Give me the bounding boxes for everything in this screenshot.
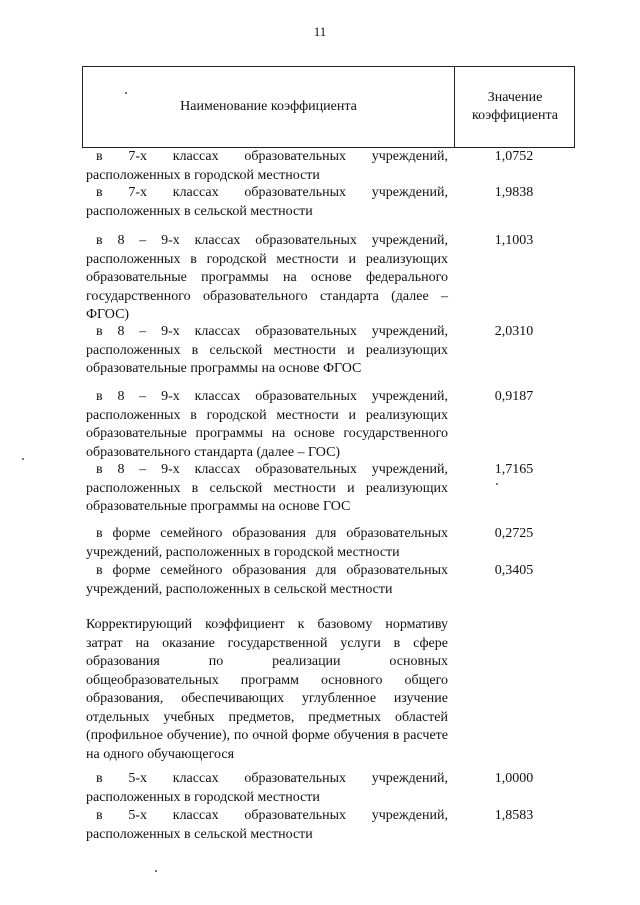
scan-speck: [155, 870, 157, 872]
row-value: 0,2725: [494, 526, 534, 541]
row-value: 0,9187: [494, 389, 534, 404]
row-value: 0,3405: [494, 563, 534, 578]
scan-speck: [22, 458, 24, 460]
row-value: 2,0310: [494, 324, 534, 339]
row-description: в 5-х классах образовательных учреждений, расположенных в сельской местности: [86, 808, 448, 842]
page-number: 11: [313, 24, 327, 39]
coefficient-table-header: [82, 66, 575, 148]
row-description: в 8 – 9-х классах образовательных учреждений, расположенных в городской местности и реализующих образовательные программы на основе государственного образовательного стандарта (далее – ГОС): [86, 389, 448, 460]
row-value: 1,9838: [494, 185, 534, 200]
header-name-cell: Наименование коэффициента: [180, 99, 357, 114]
scan-speck: [125, 92, 127, 94]
row-description: в 8 – 9-х классах образовательных учреждений, расположенных в сельской местности и реализующих образовательные программы на основе ГОС: [86, 462, 448, 514]
row-description: в 8 – 9-х классах образовательных учреждений, расположенных в сельской местности и реализующих образовательные программы на основе ФГОС: [86, 324, 448, 376]
row-description: в форме семейного образования для образовательных учреждений, расположенных в городской местности: [86, 526, 448, 560]
row-description: в 7-х классах образовательных учреждений, расположенных в сельской местности: [86, 185, 448, 219]
row-value: 1,8583: [494, 808, 534, 823]
row-description: в 5-х классах образовательных учреждений, расположенных в городской местности: [86, 771, 448, 805]
row-value: 1,0000: [494, 771, 534, 786]
row-value: 1,0752: [494, 149, 534, 164]
row-value: 1,7165: [494, 462, 534, 477]
row-value: 1,1003: [494, 233, 534, 248]
header-value-cell: Значение коэффициента: [472, 90, 558, 123]
row-description: в 8 – 9-х классах образовательных учреждений, расположенных в городской местности и реализующих образовательные программы на основе федерального государственного образовательного стандарта (далее – ФГОС): [86, 233, 448, 322]
scan-speck: [496, 483, 498, 485]
row-description: Корректирующий коэффициент к базовому нормативу затрат на оказание государственной услуги в сфере образования по реализации основных общеобразовательных программ основного общего образования, обеспечивающих углубленное изучение отдельных учебных предметов, предметных областей (профильное обучение), по очной форме обучения в расчете на одного обучающегося: [86, 617, 448, 762]
row-description: в форме семейного образования для образовательных учреждений, расположенных в сельской местности: [86, 563, 448, 597]
row-description: в 7-х классах образовательных учреждений, расположенных в городской местности: [86, 149, 448, 183]
